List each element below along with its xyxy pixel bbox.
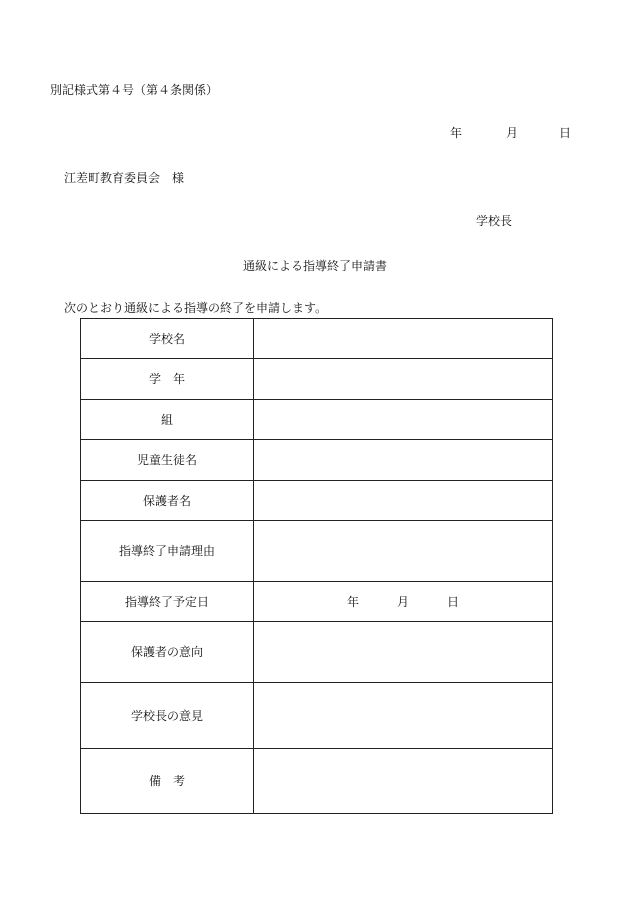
field-principal-opinion[interactable] xyxy=(254,683,553,749)
form-number: 別記様式第４号（第４条関係） xyxy=(50,83,219,97)
table-row-class xyxy=(81,400,553,440)
addressee: 江差町教育委員会 様 xyxy=(64,171,185,185)
field-class[interactable] xyxy=(254,400,553,440)
row-label-end-date: 指導終了予定日 xyxy=(81,582,254,622)
table-row-guardian-intent xyxy=(81,622,553,683)
field-end-date[interactable] xyxy=(254,582,553,622)
end-date-month-label: 月 xyxy=(396,594,409,609)
row-label-student-name: 児童生徒名 xyxy=(81,440,254,481)
end-date-day-label: 日 xyxy=(447,594,460,609)
table-row-grade xyxy=(81,359,553,400)
field-school-name[interactable] xyxy=(254,319,553,359)
table-row-termination-reason xyxy=(81,521,553,582)
document-title: 通級による指導終了申請書 xyxy=(242,259,387,273)
date-day-label: 日 xyxy=(559,126,572,140)
table-row-end-date xyxy=(81,582,553,622)
row-label-guardian-intent: 保護者の意向 xyxy=(81,622,254,683)
row-label-class: 組 xyxy=(81,400,254,440)
intro-text: 次のとおり通級による指導の終了を申請します。 xyxy=(64,301,328,315)
end-date-year-label: 年 xyxy=(346,594,359,609)
field-grade[interactable] xyxy=(254,359,553,400)
date-year-label: 年 xyxy=(450,126,463,140)
table-row-school-name xyxy=(81,319,553,359)
field-termination-reason[interactable] xyxy=(254,521,553,582)
table-row-student-name xyxy=(81,440,553,481)
sender-title: 学校長 xyxy=(476,214,513,228)
row-label-guardian-name: 保護者名 xyxy=(81,481,254,521)
date-month-label: 月 xyxy=(506,126,519,140)
row-label-grade: 学 年 xyxy=(81,359,254,400)
table-row-principal-opinion xyxy=(81,683,553,749)
row-label-principal-opinion: 学校長の意見 xyxy=(81,683,254,749)
row-label-remarks: 備 考 xyxy=(81,749,254,814)
field-guardian-name[interactable] xyxy=(254,481,553,521)
field-guardian-intent[interactable] xyxy=(254,622,553,683)
table-row-remarks xyxy=(81,749,553,814)
table-row-guardian-name xyxy=(81,481,553,521)
row-label-school-name: 学校名 xyxy=(81,319,254,359)
row-label-termination-reason: 指導終了申請理由 xyxy=(81,521,254,582)
field-remarks[interactable] xyxy=(254,749,553,814)
field-student-name[interactable] xyxy=(254,440,553,481)
application-form-table xyxy=(80,318,553,814)
